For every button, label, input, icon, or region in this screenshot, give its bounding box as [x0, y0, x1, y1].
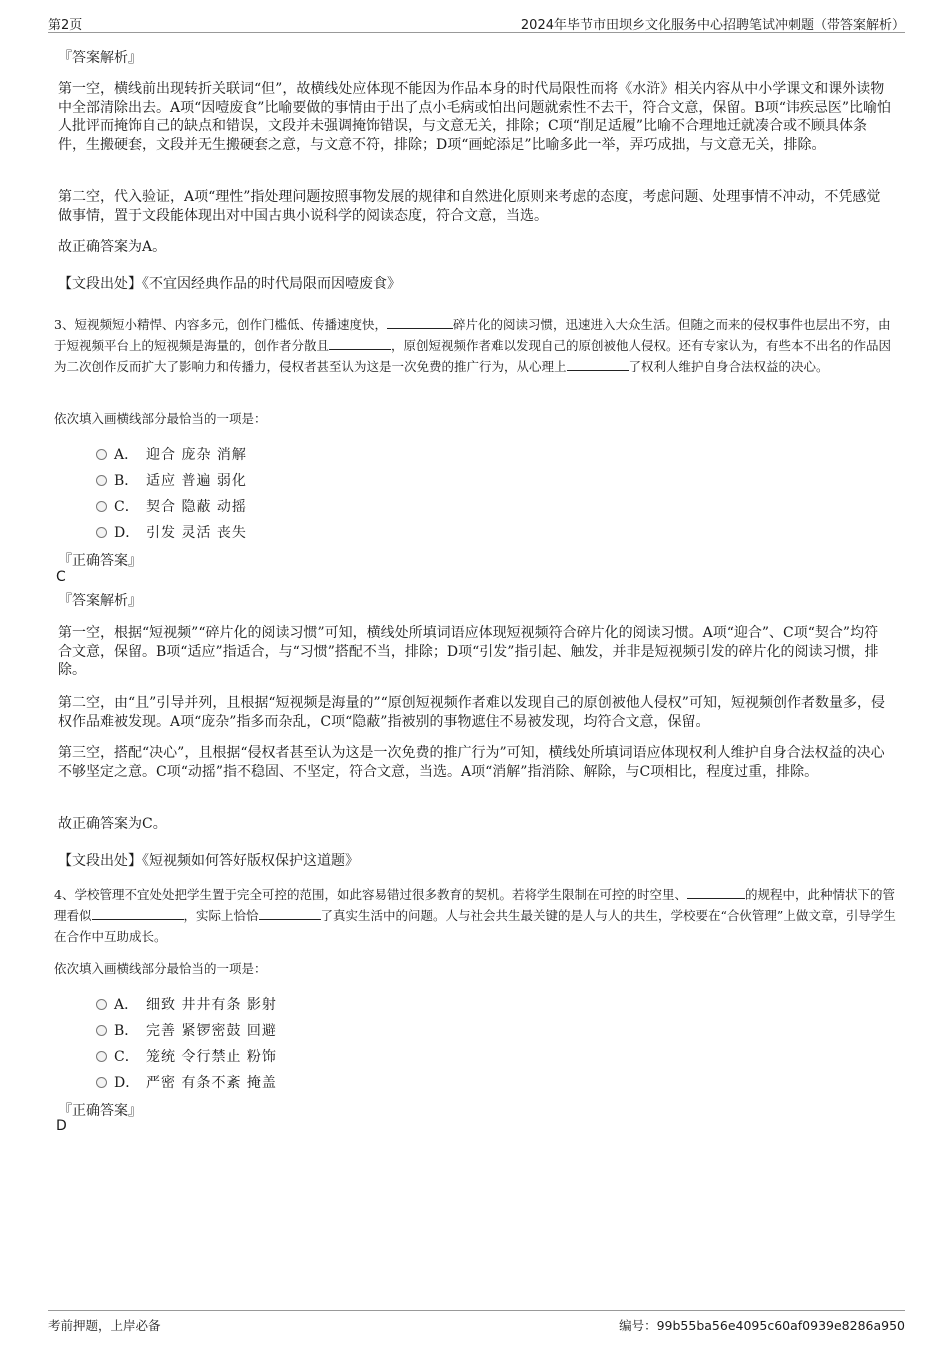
- correct-answer-label: 『正确答案』: [58, 553, 142, 569]
- radio-button[interactable]: [96, 1077, 107, 1088]
- radio-button[interactable]: [96, 1051, 107, 1062]
- fill-blank: [329, 336, 391, 350]
- document-title: 2024年毕节市田坝乡文化服务中心招聘笔试冲刺题（带答案解析）: [520, 18, 905, 33]
- question-prompt: 依次填入画横线部分最恰当的一项是：: [54, 961, 267, 976]
- radio-button[interactable]: [96, 1025, 107, 1036]
- footer-slogan: 考前押题，上岸必备: [48, 1318, 161, 1333]
- fill-blank: [387, 315, 453, 329]
- page-header: [48, 10, 905, 33]
- analysis-paragraph: 第一空，根据“短视频”“碎片化的阅读习惯”可知，横线处所填词语应体现短视频符合碎片化的阅读习惯。A项“迎合”、C项“契合”均符合文意，保留。B项“适应”指适合，与“习惯”搭配不当，排除；D项“引发”指引起、触发，并非是短视频引发的碎片化的阅读习惯，排除。: [58, 625, 879, 678]
- radio-button[interactable]: [96, 501, 107, 512]
- radio-button[interactable]: [96, 999, 107, 1010]
- passage-source: 【文段出处】《短视频如何答好版权保护这道题》: [58, 853, 359, 869]
- analysis-paragraph: 第三空，搭配“决心”，且根据“侵权者甚至认为这是一次免费的推广行为”可知，横线处所填词语应体现权利人维护自身合法权益的决心不够坚定之意。C项“动摇”指不稳固、不坚定，符合文意，当选。A项“消解”指消除、解除，与C项相比，程度过重，排除。: [58, 745, 885, 780]
- question-prompt: 依次填入画横线部分最恰当的一项是：: [54, 411, 267, 426]
- radio-button[interactable]: [96, 527, 107, 538]
- page-number: 第2页: [48, 18, 83, 33]
- answer-conclusion: 故正确答案为A。: [58, 239, 167, 255]
- fill-blank: [92, 906, 184, 920]
- question-stem: 4、学校管理不宜处处把学生置于完全可控的范围，如此容易错过很多教育的契机。若将学生限制在可控的时空里、 的规程中，此种情状下的管理看似 ，实际上恰恰 了真实生活中的问题。人与社会共生最关键的是人与人的共生，学校要在“合伙管理”上做文章，引导学生在合作中互助成长。: [54, 887, 896, 944]
- passage-source: 【文段出处】《不宜因经典作品的时代局限而因噎废食》: [58, 276, 401, 292]
- page-footer: [48, 1310, 905, 1337]
- fill-blank: [567, 357, 629, 371]
- analysis-paragraph: 第一空，横线前出现转折关联词“但”，故横线处应体现不能因为作品本身的时代局限性而将《水浒》相关内容从中小学课文和课外读物中全部清除出去。A项“因噎废食”比喻要做的事情由于出了点小毛病或怕出问题就索性不去干，符合文意，保留。B项“讳疾忌医”比喻怕人批评而掩饰自己的缺点和错误，文段并未强调掩饰错误，与文意无关，排除；C项“削足适履”比喻不合理地迁就凑合或不顾具体条件，生搬硬套，文段并无生搬硬套之意，与文意不符，排除；D项“画蛇添足”比喻多此一举，弄巧成拙，与文意无关，排除。: [58, 81, 892, 153]
- answer-conclusion: 故正确答案为C。: [58, 816, 167, 832]
- answer-analysis-label: 『答案解析』: [58, 50, 142, 66]
- correct-answer: D: [56, 1118, 67, 1134]
- correct-answer: C: [56, 569, 66, 585]
- answer-analysis-label: 『答案解析』: [58, 593, 142, 609]
- analysis-paragraph: 第二空，由“且”引导并列，且根据“短视频是海量的”“原创短视频作者难以发现自己的原创被他人侵权”可知，短视频创作者数量多，侵权作品难被发现。A项“庞杂”指多而杂乱，C项“隐蔽”指被别的事物遮住不易被发现，均符合文意，保留。: [58, 695, 885, 730]
- document-id: 编号：99b55ba56e4095c60af0939e8286a950: [619, 1318, 905, 1333]
- fill-blank: [259, 906, 321, 920]
- radio-button[interactable]: [96, 449, 107, 460]
- fill-blank: [687, 885, 745, 899]
- radio-button[interactable]: [96, 475, 107, 486]
- analysis-paragraph: 第二空，代入验证，A项“理性”指处理问题按照事物发展的规律和自然进化原则来考虑的态度，考虑问题、处理事情不冲动，不凭感觉做事情，置于文段能体现出对中国古典小说科学的阅读态度，符合文意，当选。: [58, 189, 881, 224]
- correct-answer-label: 『正确答案』: [58, 1103, 142, 1119]
- question-stem: 3、短视频短小精悍、内容多元，创作门槛低、传播速度快， 碎片化的阅读习惯，迅速进入大众生活。但随之而来的侵权事件也层出不穷，由于短视频平台上的短视频是海量的，创作者分散且 ，原创短视频作者难以发现自己的原创被他人侵权。还有专家认为，有些本不出名的作品因为二次创作反而扩大了影响力和传播力，侵权者甚至认为这是一次免费的推广行为，从心理上 了权利人维护自身合法权益的决心。: [54, 317, 892, 374]
